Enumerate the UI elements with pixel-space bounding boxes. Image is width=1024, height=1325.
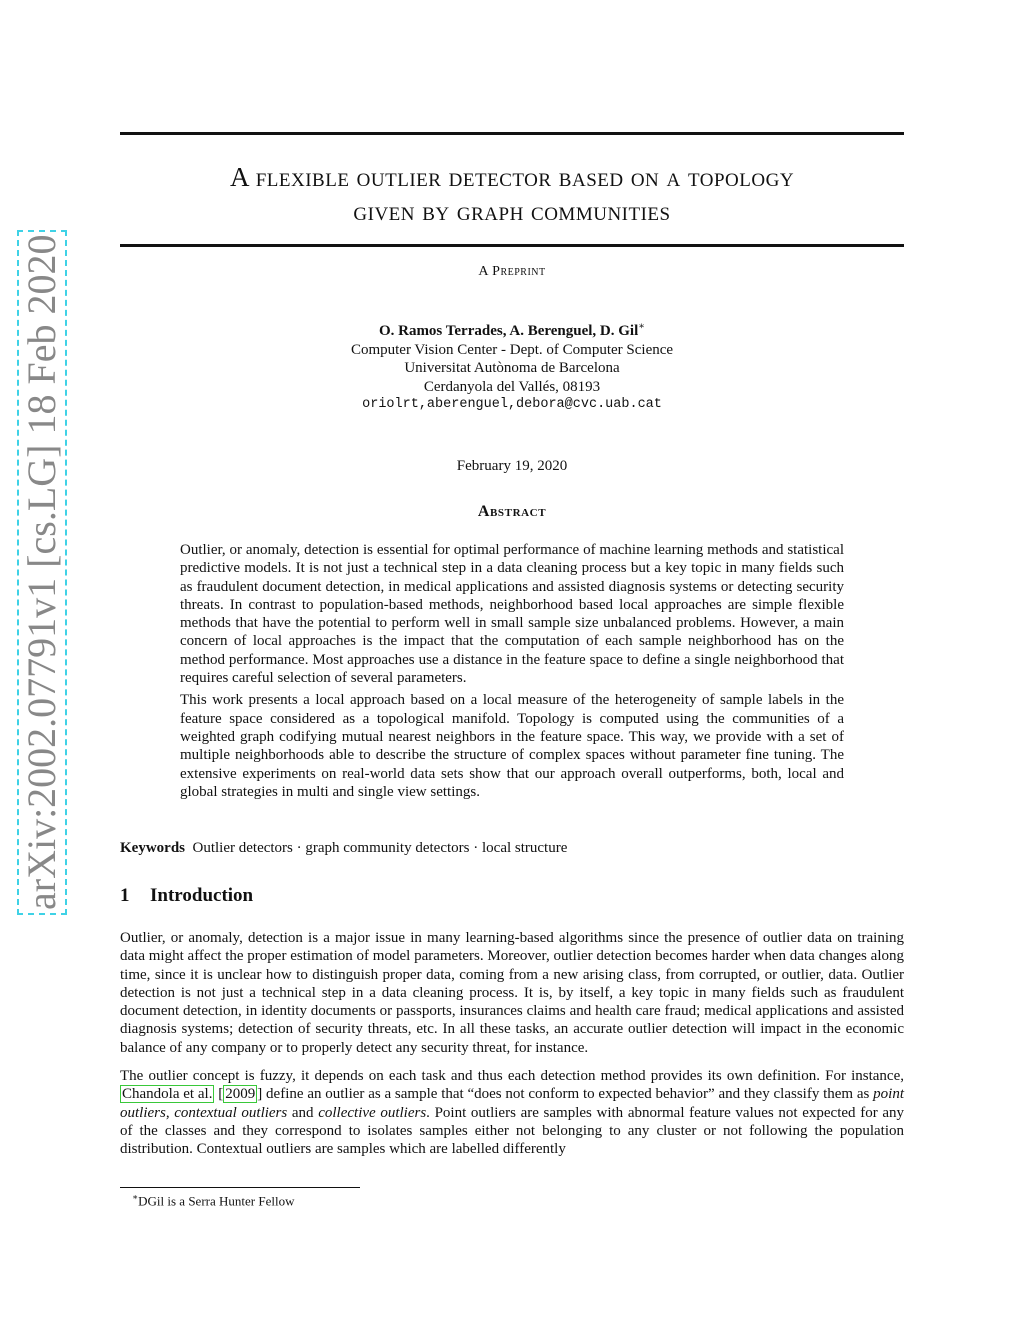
author-email: oriolrt,aberenguel,debora@cvc.uab.cat xyxy=(362,397,662,412)
section-title: Introduction xyxy=(150,885,254,906)
term-collective-outliers: collective outliers xyxy=(318,1104,427,1121)
affiliation-3: Cerdanyola del Vallés, 08193 xyxy=(423,378,601,395)
keywords-text: Outlier detectors · graph community detectors · local structure xyxy=(192,840,568,856)
paper-title xyxy=(120,160,904,228)
keywords-line xyxy=(120,840,904,857)
section-heading xyxy=(120,885,253,907)
title-bottom-rule xyxy=(120,244,904,247)
footnote xyxy=(132,1192,294,1209)
abstract-paragraph-1: Outlier, or anomaly, detection is essential for optimal performance of machine learning methods and statistical predictive models. It is not just a technical step in a data cleaning process but a key topic in many fields such as fraudulent document detection, in medical applications and assisted diagnosis systems or detecting security threats. In contrast to population-based methods, neighborhood based local approaches are simple flexible methods that have the potential to perform well in small sample size unbalanced problems. However, a main concern of local approaches is the impact that the computation of each sample neighborhood has on the method performance. Most approaches use a distance in the feature space to define a single neighborhood that requires careful selection of several parameters. xyxy=(180,542,844,687)
title-line-1: A flexible outlier detector based on a topology xyxy=(229,162,795,192)
arxiv-stamp: arXiv:2002.07791v1 [cs.LG] 18 Feb 2020 xyxy=(19,234,64,910)
title-top-rule xyxy=(120,132,904,135)
abstract-body xyxy=(180,541,844,805)
abstract-paragraph-2: This work presents a local approach based on a local measure of the heterogeneity of sample labels in the feature space considered as a topological manifold. Topology is computed using the communities of a weighted graph codifying mutual nearest neighbors in the feature space. This way, we provide with a set of multiple neighborhoods able to describe the structure of complex spaces without parameter fine tuning. The extensive experiments on real-world data sets show that our approach overall outperforms, both, local and global strategies in multi and single view settings. xyxy=(180,692,844,800)
author-names: O. Ramos Terrades, A. Berenguel, D. Gil xyxy=(378,323,639,339)
intro-body xyxy=(120,929,904,1169)
citation-author-link[interactable]: Chandola et al. xyxy=(122,1086,213,1103)
paper-date: February 19, 2020 xyxy=(456,458,568,474)
affiliation-2: Universitat Autònoma de Barcelona xyxy=(404,360,620,376)
citation-year-link[interactable]: 2009 xyxy=(225,1086,256,1103)
preprint-label: A Preprint xyxy=(478,264,546,279)
title-line-2: given by graph communities xyxy=(353,196,671,226)
intro-paragraph-1: Outlier, or anomaly, detection is a major issue in many learning-based algorithms since the presence of outlier data on training data might affect the proper estimation of model parameters. Moreover, outlier detection becomes harder when data changes along time, since it is unclear how to distinguish proper data, coming from a new arising class, from corrupted, or outlier, data. Outlier detection is not just a technical step in a data cleaning process. It is, by itself, a key topic in many fields such as fraudulent document detection, in identity documents or passports, insurances claims and health care fraud; medical applications and assisted diagnosis systems; detection of security threats, etc. In all these tasks, an accurate outlier detection will impact in the economic balance of any company or to properly detect any security threat, for instance. xyxy=(120,930,904,1056)
term-contextual-outliers: contextual outliers xyxy=(174,1104,288,1121)
keywords-label: Keywords xyxy=(120,840,185,856)
section-number: 1 xyxy=(120,885,130,906)
footnote-text: DGil is a Serra Hunter Fellow xyxy=(138,1193,295,1209)
footnote-mark: ∗ xyxy=(132,1192,139,1202)
footnote-rule xyxy=(120,1187,360,1188)
author-block xyxy=(120,318,904,415)
abstract-heading: Abstract xyxy=(477,503,547,520)
term-point-outliers: point outliers xyxy=(120,1086,905,1121)
author-footnote-mark: ∗ xyxy=(638,321,646,332)
intro-paragraph-2: The outlier concept is fuzzy, it depends on each task and thus each detection method provides its own definition. For instance, Chandola et al. [ 2009 ] define an outlier as a sample that “does not conform to expected behavior” and they classify them as point outliers, contextual outliers and collective outliers. Point outliers are samples with abnormal feature values not expected for any of the classes and they correspond to isolates samples either not belonging to any cluster or not following the population distribution. Contextual outliers are samples which are labelled differently xyxy=(120,1068,905,1158)
affiliation-1: Computer Vision Center - Dept. of Computer Science xyxy=(350,341,674,358)
